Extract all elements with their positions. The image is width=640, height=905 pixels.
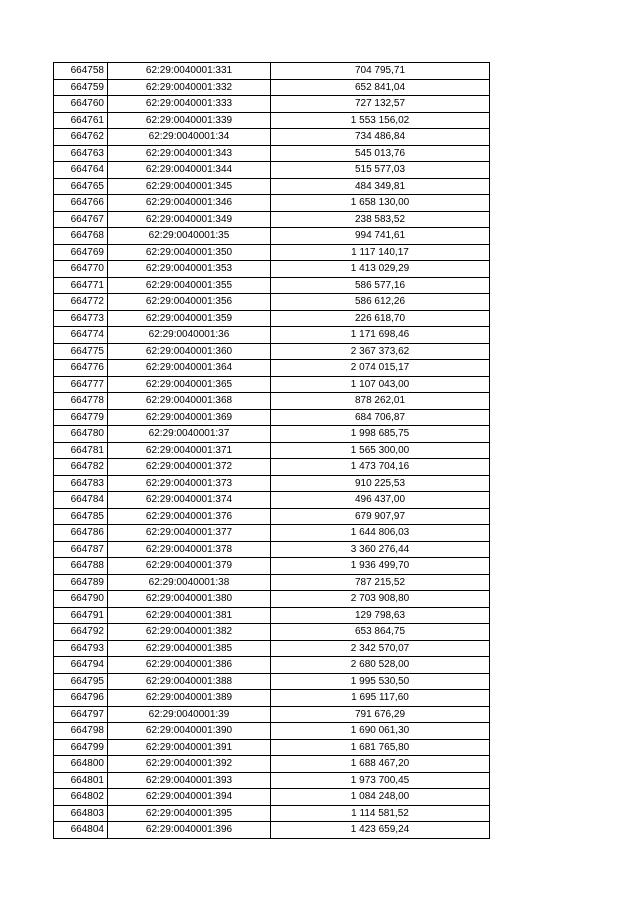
table-row xyxy=(54,673,490,690)
row-number-cell: 664783 xyxy=(54,475,108,492)
cadastral-number-cell: 62:29:0040001:368 xyxy=(108,393,271,410)
cadastral-number-cell: 62:29:0040001:360 xyxy=(108,343,271,360)
cadastral-number-cell: 62:29:0040001:385 xyxy=(108,640,271,657)
cadastral-value-cell: 1 553 156,02 xyxy=(271,112,490,129)
cadastral-number-cell: 62:29:0040001:333 xyxy=(108,96,271,113)
table-row xyxy=(54,624,490,641)
table-row xyxy=(54,805,490,822)
table-row xyxy=(54,129,490,146)
row-number-cell: 664793 xyxy=(54,640,108,657)
table-row xyxy=(54,690,490,707)
row-number-cell: 664767 xyxy=(54,211,108,228)
table-row xyxy=(54,475,490,492)
cadastral-value-cell: 1 998 685,75 xyxy=(271,426,490,443)
cadastral-value-cell: 684 706,87 xyxy=(271,409,490,426)
cadastral-value-cell: 515 577,03 xyxy=(271,162,490,179)
row-number-cell: 664802 xyxy=(54,789,108,806)
row-number-cell: 664791 xyxy=(54,607,108,624)
table-row xyxy=(54,558,490,575)
table-row xyxy=(54,195,490,212)
cadastral-number-cell: 62:29:0040001:376 xyxy=(108,508,271,525)
row-number-cell: 664797 xyxy=(54,706,108,723)
cadastral-value-cell: 1 473 704,16 xyxy=(271,459,490,476)
cadastral-value-cell: 1 423 659,24 xyxy=(271,822,490,839)
table-body xyxy=(54,63,490,839)
cadastral-value-cell: 727 132,57 xyxy=(271,96,490,113)
cadastral-number-cell: 62:29:0040001:381 xyxy=(108,607,271,624)
row-number-cell: 664777 xyxy=(54,376,108,393)
cadastral-number-cell: 62:29:0040001:36 xyxy=(108,327,271,344)
cadastral-number-cell: 62:29:0040001:345 xyxy=(108,178,271,195)
cadastral-number-cell: 62:29:0040001:389 xyxy=(108,690,271,707)
cadastral-value-cell: 679 907,97 xyxy=(271,508,490,525)
row-number-cell: 664761 xyxy=(54,112,108,129)
row-number-cell: 664779 xyxy=(54,409,108,426)
cadastral-value-cell: 586 577,16 xyxy=(271,277,490,294)
table-row xyxy=(54,112,490,129)
table-row xyxy=(54,393,490,410)
table-row xyxy=(54,426,490,443)
cadastral-number-cell: 62:29:0040001:349 xyxy=(108,211,271,228)
cadastral-value-table xyxy=(53,62,490,839)
table-row xyxy=(54,739,490,756)
table-row xyxy=(54,822,490,839)
cadastral-number-cell: 62:29:0040001:355 xyxy=(108,277,271,294)
cadastral-value-cell: 1 688 467,20 xyxy=(271,756,490,773)
cadastral-value-cell: 1 107 043,00 xyxy=(271,376,490,393)
table-row xyxy=(54,360,490,377)
cadastral-value-cell: 1 644 806,03 xyxy=(271,525,490,542)
table-row xyxy=(54,162,490,179)
cadastral-value-cell: 2 703 908,80 xyxy=(271,591,490,608)
cadastral-number-cell: 62:29:0040001:38 xyxy=(108,574,271,591)
table-row xyxy=(54,211,490,228)
cadastral-value-cell: 791 676,29 xyxy=(271,706,490,723)
cadastral-number-cell: 62:29:0040001:369 xyxy=(108,409,271,426)
cadastral-number-cell: 62:29:0040001:379 xyxy=(108,558,271,575)
row-number-cell: 664799 xyxy=(54,739,108,756)
table-row xyxy=(54,640,490,657)
cadastral-value-cell: 1 658 130,00 xyxy=(271,195,490,212)
table-row xyxy=(54,178,490,195)
table-row xyxy=(54,508,490,525)
cadastral-number-cell: 62:29:0040001:331 xyxy=(108,63,271,80)
row-number-cell: 664763 xyxy=(54,145,108,162)
table-row xyxy=(54,492,490,509)
cadastral-value-cell: 2 680 528,00 xyxy=(271,657,490,674)
cadastral-number-cell: 62:29:0040001:392 xyxy=(108,756,271,773)
cadastral-number-cell: 62:29:0040001:378 xyxy=(108,541,271,558)
table-row xyxy=(54,244,490,261)
table-row xyxy=(54,756,490,773)
row-number-cell: 664768 xyxy=(54,228,108,245)
table-row xyxy=(54,409,490,426)
table-row xyxy=(54,310,490,327)
row-number-cell: 664772 xyxy=(54,294,108,311)
row-number-cell: 664786 xyxy=(54,525,108,542)
table-row xyxy=(54,574,490,591)
cadastral-number-cell: 62:29:0040001:371 xyxy=(108,442,271,459)
row-number-cell: 664775 xyxy=(54,343,108,360)
cadastral-value-cell: 545 013,76 xyxy=(271,145,490,162)
cadastral-value-cell: 129 798,63 xyxy=(271,607,490,624)
cadastral-number-cell: 62:29:0040001:39 xyxy=(108,706,271,723)
table-row xyxy=(54,541,490,558)
cadastral-value-cell: 1 117 140,17 xyxy=(271,244,490,261)
cadastral-number-cell: 62:29:0040001:396 xyxy=(108,822,271,839)
row-number-cell: 664760 xyxy=(54,96,108,113)
cadastral-value-cell: 1 695 117,60 xyxy=(271,690,490,707)
cadastral-number-cell: 62:29:0040001:388 xyxy=(108,673,271,690)
row-number-cell: 664765 xyxy=(54,178,108,195)
cadastral-number-cell: 62:29:0040001:393 xyxy=(108,772,271,789)
row-number-cell: 664774 xyxy=(54,327,108,344)
row-number-cell: 664759 xyxy=(54,79,108,96)
cadastral-number-cell: 62:29:0040001:353 xyxy=(108,261,271,278)
table-row xyxy=(54,442,490,459)
row-number-cell: 664787 xyxy=(54,541,108,558)
table-row xyxy=(54,261,490,278)
table-row xyxy=(54,607,490,624)
cadastral-number-cell: 62:29:0040001:365 xyxy=(108,376,271,393)
row-number-cell: 664788 xyxy=(54,558,108,575)
row-number-cell: 664790 xyxy=(54,591,108,608)
cadastral-value-cell: 653 864,75 xyxy=(271,624,490,641)
row-number-cell: 664778 xyxy=(54,393,108,410)
cadastral-number-cell: 62:29:0040001:343 xyxy=(108,145,271,162)
row-number-cell: 664758 xyxy=(54,63,108,80)
row-number-cell: 664794 xyxy=(54,657,108,674)
table-row xyxy=(54,525,490,542)
cadastral-value-cell: 1 681 765,80 xyxy=(271,739,490,756)
cadastral-number-cell: 62:29:0040001:373 xyxy=(108,475,271,492)
cadastral-number-cell: 62:29:0040001:339 xyxy=(108,112,271,129)
row-number-cell: 664780 xyxy=(54,426,108,443)
row-number-cell: 664795 xyxy=(54,673,108,690)
row-number-cell: 664784 xyxy=(54,492,108,509)
cadastral-number-cell: 62:29:0040001:344 xyxy=(108,162,271,179)
cadastral-value-cell: 878 262,01 xyxy=(271,393,490,410)
cadastral-number-cell: 62:29:0040001:332 xyxy=(108,79,271,96)
row-number-cell: 664782 xyxy=(54,459,108,476)
cadastral-number-cell: 62:29:0040001:346 xyxy=(108,195,271,212)
cadastral-value-cell: 1 084 248,00 xyxy=(271,789,490,806)
cadastral-value-cell: 496 437,00 xyxy=(271,492,490,509)
cadastral-number-cell: 62:29:0040001:377 xyxy=(108,525,271,542)
row-number-cell: 664796 xyxy=(54,690,108,707)
cadastral-number-cell: 62:29:0040001:394 xyxy=(108,789,271,806)
cadastral-number-cell: 62:29:0040001:364 xyxy=(108,360,271,377)
cadastral-value-cell: 704 795,71 xyxy=(271,63,490,80)
table-row xyxy=(54,327,490,344)
table-row xyxy=(54,591,490,608)
cadastral-number-cell: 62:29:0040001:350 xyxy=(108,244,271,261)
row-number-cell: 664766 xyxy=(54,195,108,212)
cadastral-value-cell: 787 215,52 xyxy=(271,574,490,591)
row-number-cell: 664800 xyxy=(54,756,108,773)
cadastral-value-cell: 1 690 061,30 xyxy=(271,723,490,740)
cadastral-value-cell: 1 936 499,70 xyxy=(271,558,490,575)
row-number-cell: 664764 xyxy=(54,162,108,179)
row-number-cell: 664762 xyxy=(54,129,108,146)
cadastral-number-cell: 62:29:0040001:386 xyxy=(108,657,271,674)
table-row xyxy=(54,343,490,360)
cadastral-number-cell: 62:29:0040001:380 xyxy=(108,591,271,608)
cadastral-value-cell: 734 486,84 xyxy=(271,129,490,146)
row-number-cell: 664770 xyxy=(54,261,108,278)
cadastral-value-cell: 3 360 276,44 xyxy=(271,541,490,558)
row-number-cell: 664773 xyxy=(54,310,108,327)
row-number-cell: 664804 xyxy=(54,822,108,839)
table-row xyxy=(54,294,490,311)
cadastral-value-cell: 1 114 581,52 xyxy=(271,805,490,822)
row-number-cell: 664781 xyxy=(54,442,108,459)
cadastral-number-cell: 62:29:0040001:356 xyxy=(108,294,271,311)
row-number-cell: 664789 xyxy=(54,574,108,591)
cadastral-value-cell: 586 612,26 xyxy=(271,294,490,311)
table-row xyxy=(54,657,490,674)
cadastral-number-cell: 62:29:0040001:395 xyxy=(108,805,271,822)
table-row xyxy=(54,277,490,294)
cadastral-value-cell: 484 349,81 xyxy=(271,178,490,195)
table-row xyxy=(54,789,490,806)
row-number-cell: 664769 xyxy=(54,244,108,261)
cadastral-value-cell: 226 618,70 xyxy=(271,310,490,327)
table-row xyxy=(54,63,490,80)
cadastral-number-cell: 62:29:0040001:35 xyxy=(108,228,271,245)
row-number-cell: 664785 xyxy=(54,508,108,525)
cadastral-value-cell: 2 074 015,17 xyxy=(271,360,490,377)
row-number-cell: 664771 xyxy=(54,277,108,294)
cadastral-value-cell: 1 995 530,50 xyxy=(271,673,490,690)
table-row xyxy=(54,772,490,789)
table-row xyxy=(54,228,490,245)
table-row xyxy=(54,79,490,96)
row-number-cell: 664792 xyxy=(54,624,108,641)
table-row xyxy=(54,723,490,740)
cadastral-value-cell: 2 367 373,62 xyxy=(271,343,490,360)
cadastral-number-cell: 62:29:0040001:390 xyxy=(108,723,271,740)
cadastral-number-cell: 62:29:0040001:34 xyxy=(108,129,271,146)
cadastral-number-cell: 62:29:0040001:359 xyxy=(108,310,271,327)
cadastral-number-cell: 62:29:0040001:37 xyxy=(108,426,271,443)
cadastral-value-cell: 1 973 700,45 xyxy=(271,772,490,789)
table-row xyxy=(54,145,490,162)
table-row xyxy=(54,459,490,476)
cadastral-number-cell: 62:29:0040001:374 xyxy=(108,492,271,509)
cadastral-number-cell: 62:29:0040001:382 xyxy=(108,624,271,641)
cadastral-value-cell: 652 841,04 xyxy=(271,79,490,96)
cadastral-value-cell: 1 171 698,46 xyxy=(271,327,490,344)
row-number-cell: 664801 xyxy=(54,772,108,789)
cadastral-value-cell: 1 565 300,00 xyxy=(271,442,490,459)
table-row xyxy=(54,706,490,723)
cadastral-value-cell: 910 225,53 xyxy=(271,475,490,492)
cadastral-number-cell: 62:29:0040001:372 xyxy=(108,459,271,476)
row-number-cell: 664803 xyxy=(54,805,108,822)
cadastral-value-cell: 1 413 029,29 xyxy=(271,261,490,278)
cadastral-value-cell: 2 342 570,07 xyxy=(271,640,490,657)
table-row xyxy=(54,96,490,113)
cadastral-value-cell: 238 583,52 xyxy=(271,211,490,228)
row-number-cell: 664776 xyxy=(54,360,108,377)
row-number-cell: 664798 xyxy=(54,723,108,740)
cadastral-number-cell: 62:29:0040001:391 xyxy=(108,739,271,756)
table-row xyxy=(54,376,490,393)
cadastral-value-cell: 994 741,61 xyxy=(271,228,490,245)
